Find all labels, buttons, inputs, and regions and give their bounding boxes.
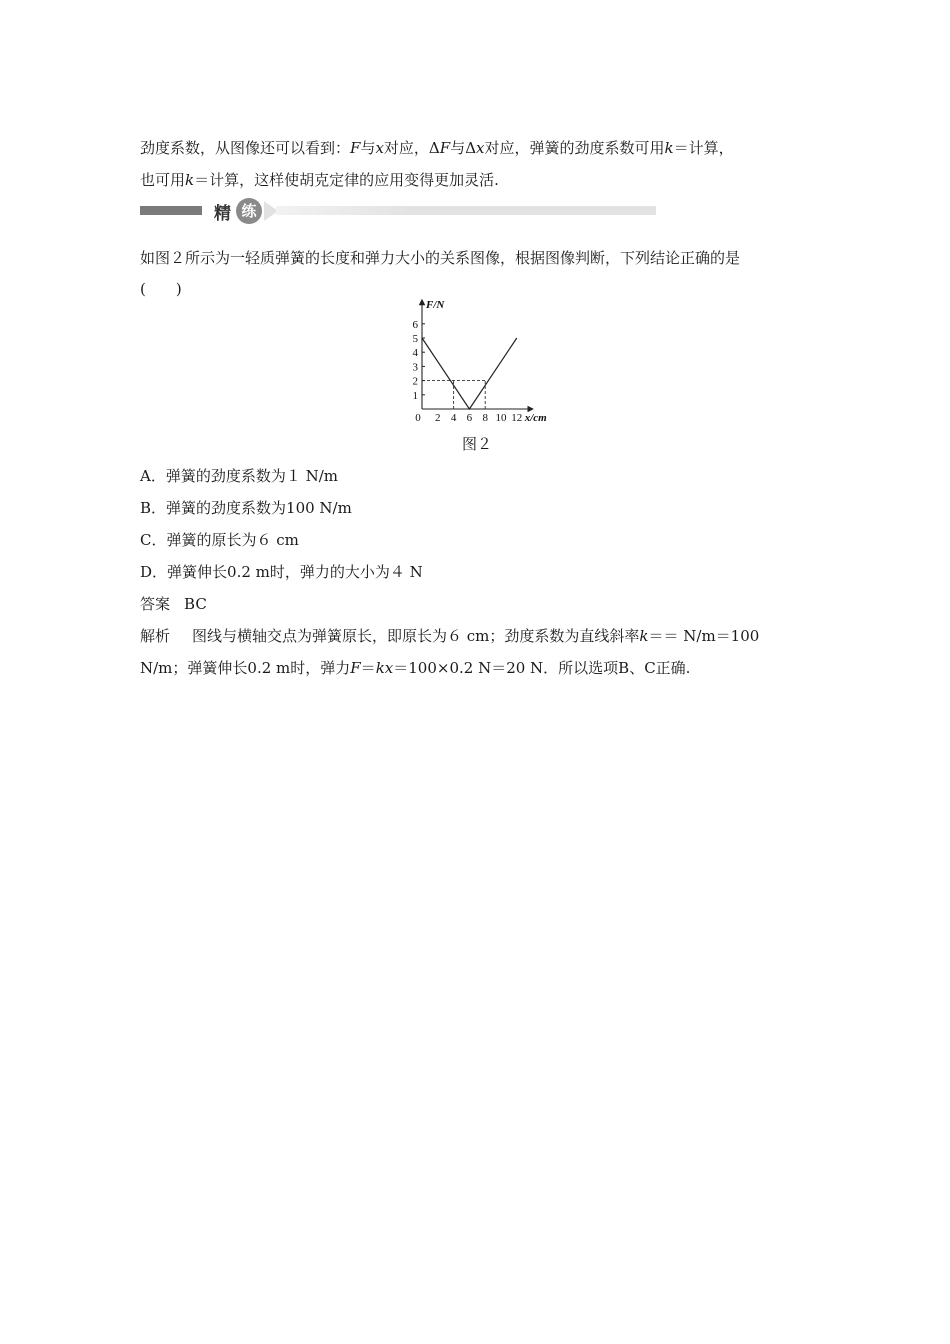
x-tick-label-4: 4 (450, 412, 457, 424)
var-k: k (639, 627, 649, 645)
figure-caption: 图２ (462, 435, 493, 453)
intro-text: 与 (360, 139, 376, 157)
analysis-text: 图线与横轴交点为弹簧原长，即原长为６ cm；劲度系数为直线斜率 (192, 627, 640, 645)
banner-char-1: 精 (214, 204, 231, 224)
var-kx: kx (375, 659, 394, 677)
intro-text: ＝计算，这样使胡克定律的应用变得更加灵活. (194, 171, 499, 189)
intro-text: 也可用 (140, 171, 186, 189)
intro-line-1 (140, 138, 734, 158)
x-tick-label-12: 12 (511, 412, 523, 424)
x-tick-label-8: 8 (482, 412, 488, 424)
var-k: k (185, 171, 195, 189)
y-tick-label-4: 4 (412, 347, 418, 360)
banner-bar-light (416, 206, 656, 215)
intro-text: 对应，Δ (383, 139, 440, 157)
analysis-label: 解析 (140, 627, 171, 645)
analysis-text: ＝ (360, 659, 376, 677)
question-line-2: ( ) (140, 280, 182, 298)
banner-bar-fade (276, 206, 416, 215)
banner-bar-dark (140, 206, 202, 215)
var-x: x (476, 139, 485, 157)
x-tick-label-6: 6 (466, 412, 473, 424)
intro-line-2 (140, 170, 499, 190)
analysis-line-1 (140, 626, 759, 646)
x-tick-label-0: 0 (415, 412, 421, 424)
intro-text: ＝计算， (673, 139, 734, 157)
var-k: k (664, 139, 674, 157)
analysis-text: ＝＝ N/m＝100 (648, 627, 760, 645)
option-c: C．弹簧的原长为６ cm (140, 531, 299, 549)
var-F: F (439, 139, 451, 157)
var-F: F (350, 139, 361, 157)
answer-label: 答案 (140, 595, 171, 613)
analysis-text: ＝100×0.2 N＝20 N．所以选项B、C正确. (393, 659, 691, 677)
section-banner (140, 198, 518, 224)
option-d: D．弹簧伸长0.2 m时，弹力的大小为４ N (140, 563, 423, 581)
question-line-1: 如图２所示为一轻质弹簧的长度和弹力大小的关系图像，根据图像判断，下列结论正确的是 (140, 249, 741, 267)
option-a: A．弹簧的劲度系数为１ N/m (140, 467, 339, 485)
var-x: x (375, 139, 384, 157)
force-length-chart (398, 296, 558, 426)
answer-value: BC (184, 595, 207, 613)
intro-text: 与Δ (450, 139, 477, 157)
analysis-line-2 (140, 658, 690, 678)
intro-text: 劲度系数，从图像还可以看到： (140, 139, 351, 157)
answer-line (140, 594, 207, 614)
y-tick-label-6: 6 (412, 318, 418, 331)
x-tick-label-10: 10 (495, 412, 507, 424)
y-tick-label-5: 5 (412, 333, 418, 345)
banner-circle-char: 练 (236, 198, 262, 224)
x-tick-label-2: 2 (435, 412, 441, 424)
y-tick-label-1: 1 (412, 389, 418, 402)
y-tick-label-3: 3 (412, 361, 418, 374)
analysis-text: N/m；弹簧伸长0.2 m时，弹力 (140, 659, 351, 677)
var-F: F (350, 659, 361, 677)
y-tick-label-2: 2 (412, 375, 418, 388)
x-axis-label: x/cm (524, 412, 547, 424)
y-axis-label: F/N (426, 299, 445, 311)
series-line-0 (422, 338, 517, 409)
option-b: B．弹簧的劲度系数为100 N/m (140, 499, 352, 517)
intro-text: 对应，弹簧的劲度系数可用 (484, 139, 665, 157)
